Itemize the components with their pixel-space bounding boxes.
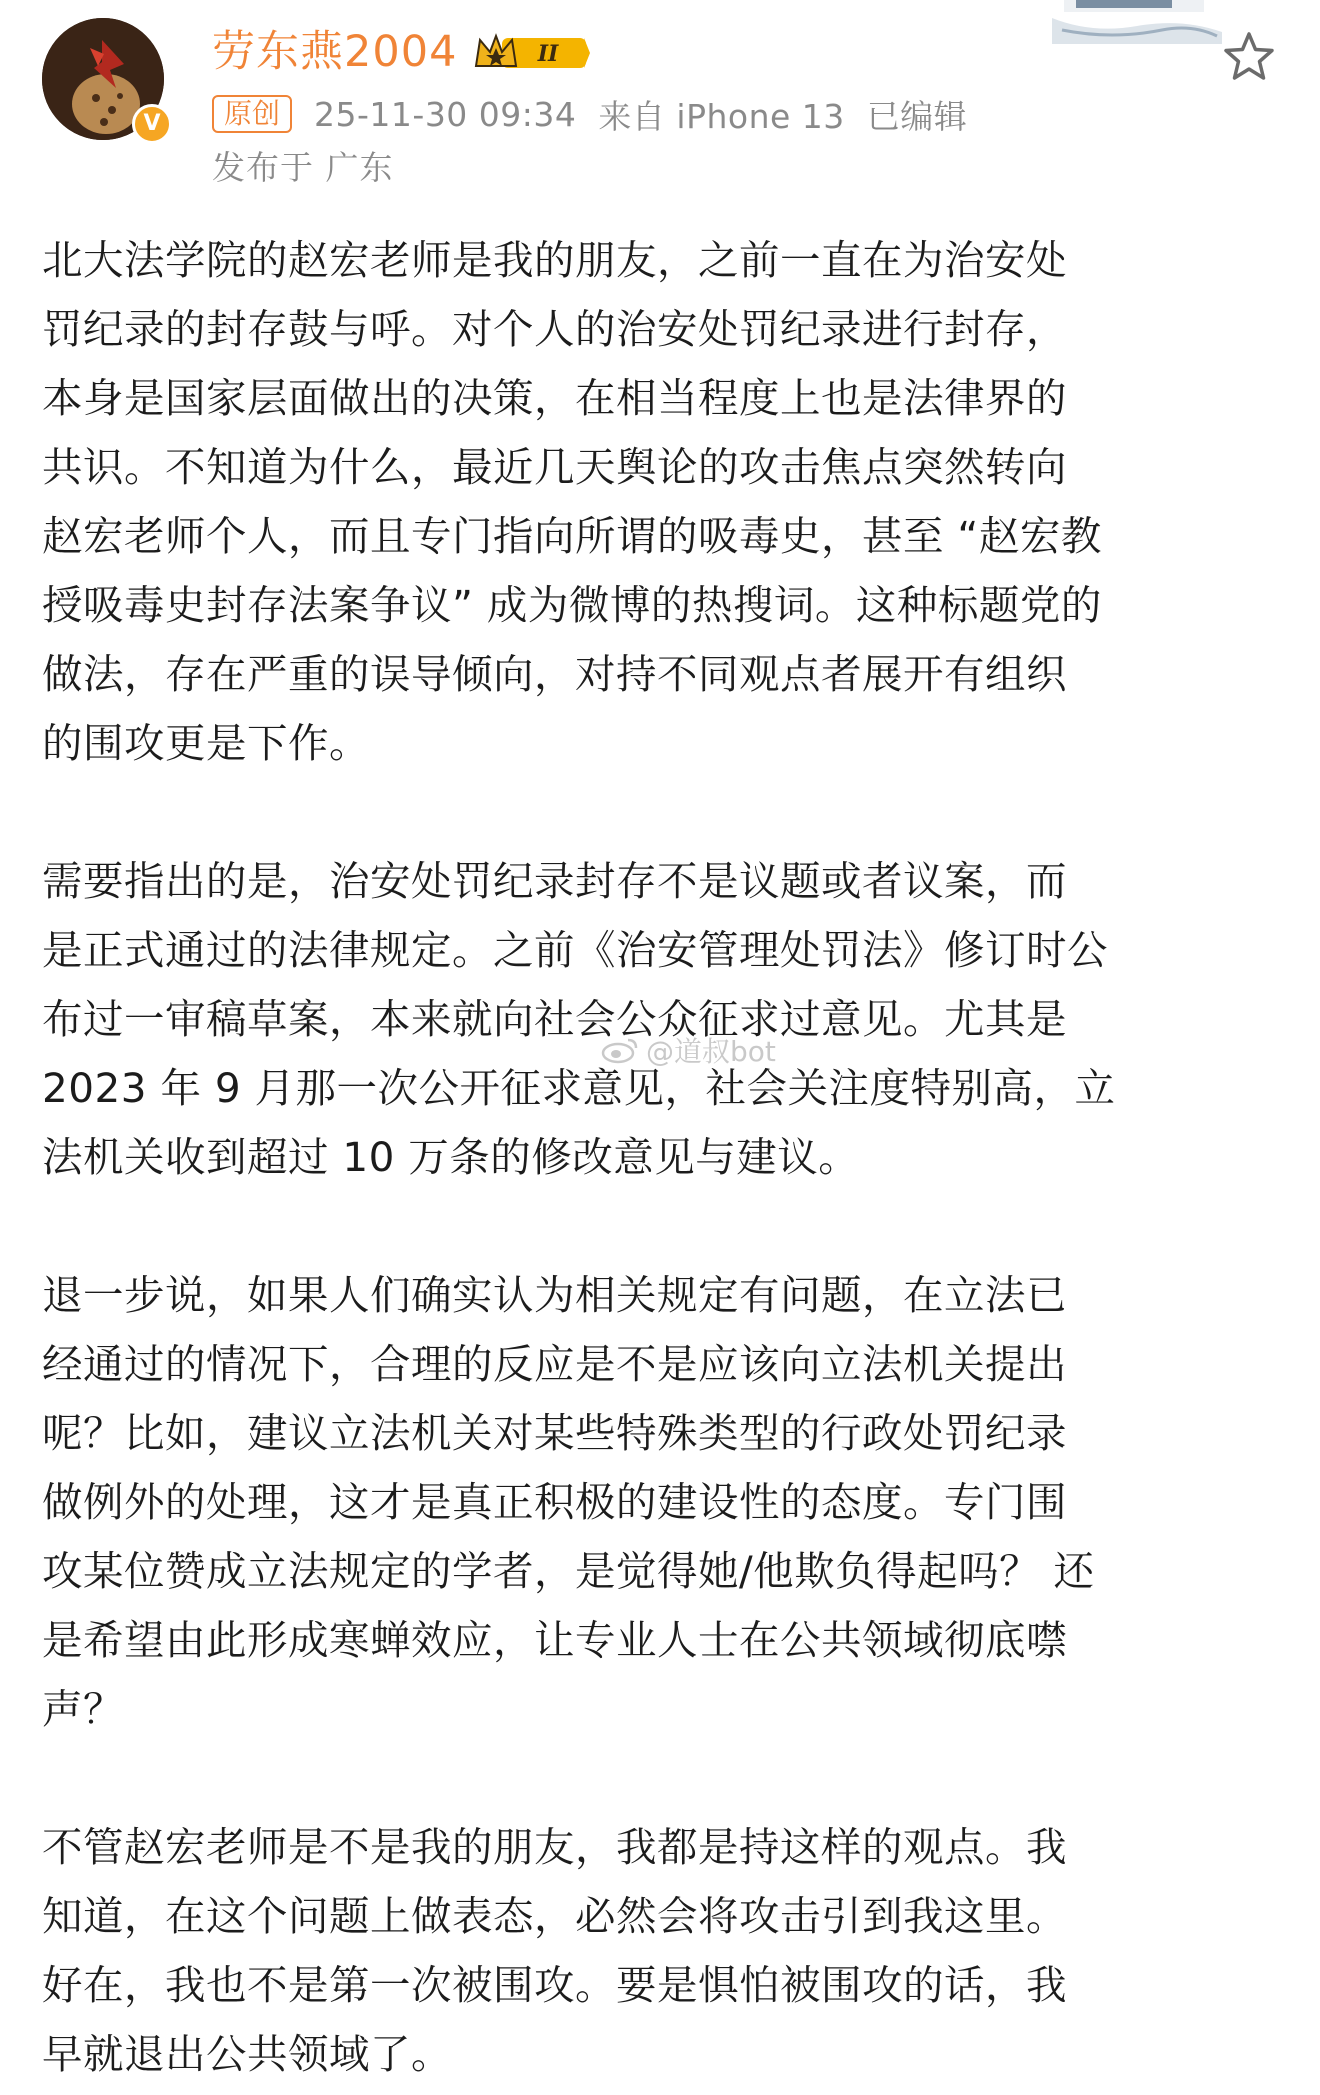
text-line: 是正式通过的法律规定。之前《治安管理处罚法》修订时公: [42, 926, 1108, 974]
text-line: 做例外的处理，这才是真正积极的建设性的态度。专门围: [42, 1478, 1067, 1526]
star-icon[interactable]: [1222, 30, 1276, 84]
text-line: 2023 年 9 月那一次公开征求意见，社会关注度特别高，立: [42, 1064, 1116, 1112]
text-line: 呢？比如，建议立法机关对某些特殊类型的行政处罚纪录: [42, 1409, 1067, 1457]
paragraph: [42, 847, 1282, 1192]
text-line: 北大法学院的赵宏老师是我的朋友，之前一直在为治安处: [42, 236, 1067, 284]
text-line: 做法，存在严重的误导倾向，对持不同观点者展开有组织: [42, 650, 1067, 698]
post-timestamp: 25-11-30 09:34: [314, 94, 577, 134]
text-line: 声？: [42, 1685, 124, 1733]
text-line: 退一步说，如果人们确实认为相关规定有问题，在立法已: [42, 1271, 1067, 1319]
text-line: 经通过的情况下，合理的反应是不是应该向立法机关提出: [42, 1340, 1067, 1388]
post-location: 发布于 广东: [212, 148, 394, 187]
watermark: [600, 1028, 776, 1072]
edited-label[interactable]: 已编辑: [866, 96, 968, 136]
text-line: 共识。不知道为什么，最近几天舆论的攻击焦点突然转向: [42, 443, 1067, 491]
watermark-text: @道叔bot: [646, 1035, 776, 1068]
text-line: 是希望由此形成寒蝉效应，让专业人士在公共领域彻底噤: [42, 1616, 1067, 1664]
text-line: 攻某位赞成立法规定的学者，是觉得她/他欺负得起吗？ 还: [42, 1547, 1095, 1595]
text-line: 本身是国家层面做出的决策，在相当程度上也是法律界的: [42, 374, 1067, 422]
crown-icon[interactable]: [472, 30, 590, 74]
text-line: 罚纪录的封存鼓与呼。对个人的治安处罚纪录进行封存，: [42, 305, 1067, 353]
text-line: 授吸毒史封存法案争议” 成为微博的热搜词。这种标题党的: [42, 581, 1102, 629]
text-line: 法机关收到超过 10 万条的修改意见与建议。: [42, 1133, 860, 1181]
text-line: 不管赵宏老师是不是我的朋友，我都是持这样的观点。我: [42, 1823, 1067, 1871]
text-line: 知道，在这个问题上做表态，必然会将攻击引到我这里。: [42, 1892, 1067, 1940]
banner-image: [1052, 0, 1222, 44]
paragraph: [42, 226, 1282, 778]
weibo-icon: [600, 1036, 640, 1064]
text-line: 早就退出公共领域了。: [42, 2030, 452, 2078]
paragraph: [42, 1813, 1282, 2089]
text-line: 的围攻更是下作。: [42, 719, 370, 767]
text-line: 好在，我也不是第一次被围攻。要是惧怕被围攻的话，我: [42, 1961, 1067, 2009]
original-tag: 原创: [212, 95, 292, 133]
verified-icon: V: [132, 104, 172, 144]
level-badge-text: II: [537, 41, 559, 67]
paragraph: [42, 1261, 1282, 1744]
text-line: 需要指出的是，治安处罚纪录封存不是议题或者议案，而: [42, 857, 1067, 905]
post-body: [42, 226, 1282, 2089]
text-line: 布过一审稿草案，本来就向社会公众征求过意见。尤其是: [42, 995, 1067, 1043]
text-line: 赵宏老师个人，而且专门指向所谓的吸毒史，甚至 “赵宏教: [42, 512, 1102, 560]
username[interactable]: 劳东燕2004: [212, 27, 458, 77]
post-source[interactable]: 来自 iPhone 13: [598, 96, 845, 136]
post-meta: [212, 90, 989, 138]
